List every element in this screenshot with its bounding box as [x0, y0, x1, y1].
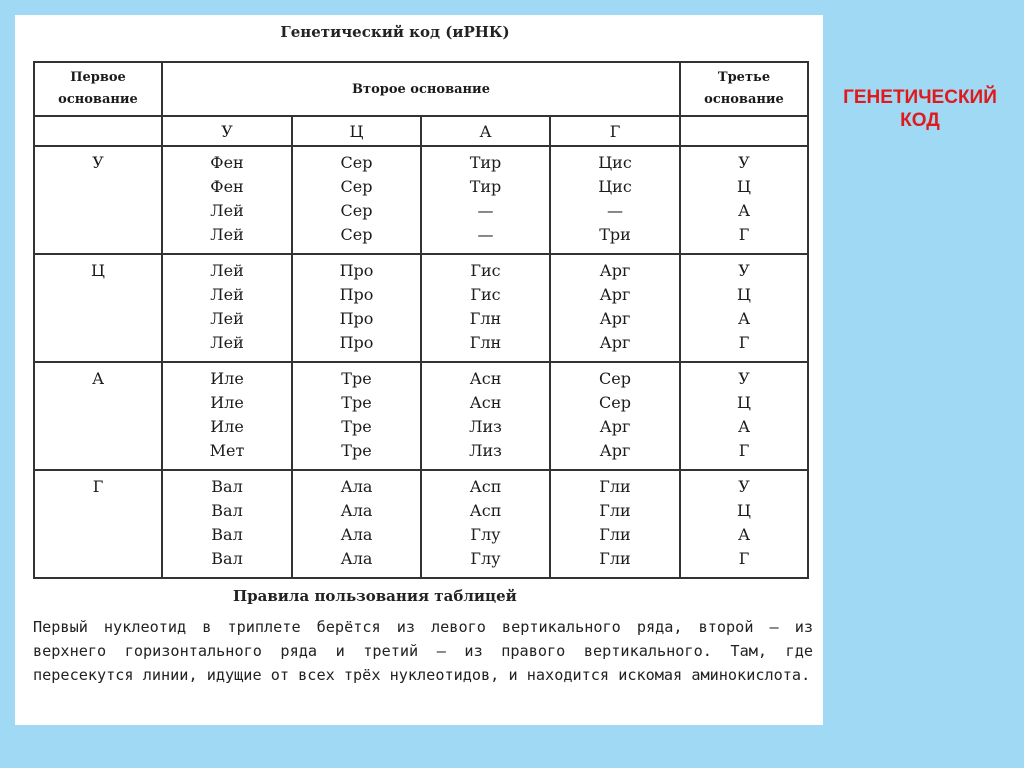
first-base-cell: У	[34, 146, 162, 254]
amino-cell: Ала Ала Ала Ала	[292, 470, 421, 578]
second-base-header: Второе основание	[162, 62, 680, 116]
genetic-code-table	[33, 61, 809, 579]
amino-cell: Цис Цис — Три	[550, 146, 680, 254]
amino-cell: Сер Сер Арг Арг	[550, 362, 680, 470]
first-base-header: Первое основание	[34, 62, 162, 116]
amino-cell: Тир Тир — —	[421, 146, 550, 254]
amino-cell: Фен Фен Лей Лей	[162, 146, 292, 254]
second-base-c: Ц	[292, 116, 421, 146]
amino-cell: Вал Вал Вал Вал	[162, 470, 292, 578]
third-base-cell: У Ц А Г	[680, 146, 808, 254]
amino-cell: Гис Гис Глн Глн	[421, 254, 550, 362]
side-title-line-2: КОД	[900, 110, 940, 131]
second-base-row	[34, 116, 808, 146]
first-base-cell: Г	[34, 470, 162, 578]
third-base-cell: У Ц А Г	[680, 362, 808, 470]
group-row-c	[34, 254, 808, 362]
third-base-cell: У Ц А Г	[680, 254, 808, 362]
second-base-u: У	[162, 116, 292, 146]
amino-cell: Лей Лей Лей Лей	[162, 254, 292, 362]
group-row-u	[34, 146, 808, 254]
third-base-cell: У Ц А Г	[680, 470, 808, 578]
header-row	[34, 62, 808, 116]
amino-cell: Сер Сер Сер Сер	[292, 146, 421, 254]
group-row-a	[34, 362, 808, 470]
rules-title: Правила пользования таблицей	[233, 587, 517, 605]
amino-cell: Про Про Про Про	[292, 254, 421, 362]
doc-title: Генетический код (иРНК)	[280, 23, 510, 41]
amino-cell: Арг Арг Арг Арг	[550, 254, 680, 362]
amino-cell: Тре Тре Тре Тре	[292, 362, 421, 470]
side-title	[830, 86, 1010, 132]
rules-text: Первый нуклеотид в триплете берётся из левого вертикального ряда, второй — из верхнего горизонтального ряда и третий — из правого вертикального. Там, где пересекутся линии, идущие от всех трёх нуклеотидов, и находится искомая аминокислота.	[33, 618, 813, 684]
second-base-g: Г	[550, 116, 680, 146]
amino-cell: Гли Гли Гли Гли	[550, 470, 680, 578]
amino-cell: Иле Иле Иле Мет	[162, 362, 292, 470]
side-title-line-1: ГЕНЕТИЧЕСКИЙ	[843, 87, 997, 108]
first-base-cell: А	[34, 362, 162, 470]
group-row-g	[34, 470, 808, 578]
document-page	[15, 15, 823, 725]
empty-cell	[680, 116, 808, 146]
first-base-cell: Ц	[34, 254, 162, 362]
second-base-a: А	[421, 116, 550, 146]
amino-cell: Асп Асп Глу Глу	[421, 470, 550, 578]
amino-cell: Асн Асн Лиз Лиз	[421, 362, 550, 470]
empty-cell	[34, 116, 162, 146]
third-base-header: Третье основание	[680, 62, 808, 116]
